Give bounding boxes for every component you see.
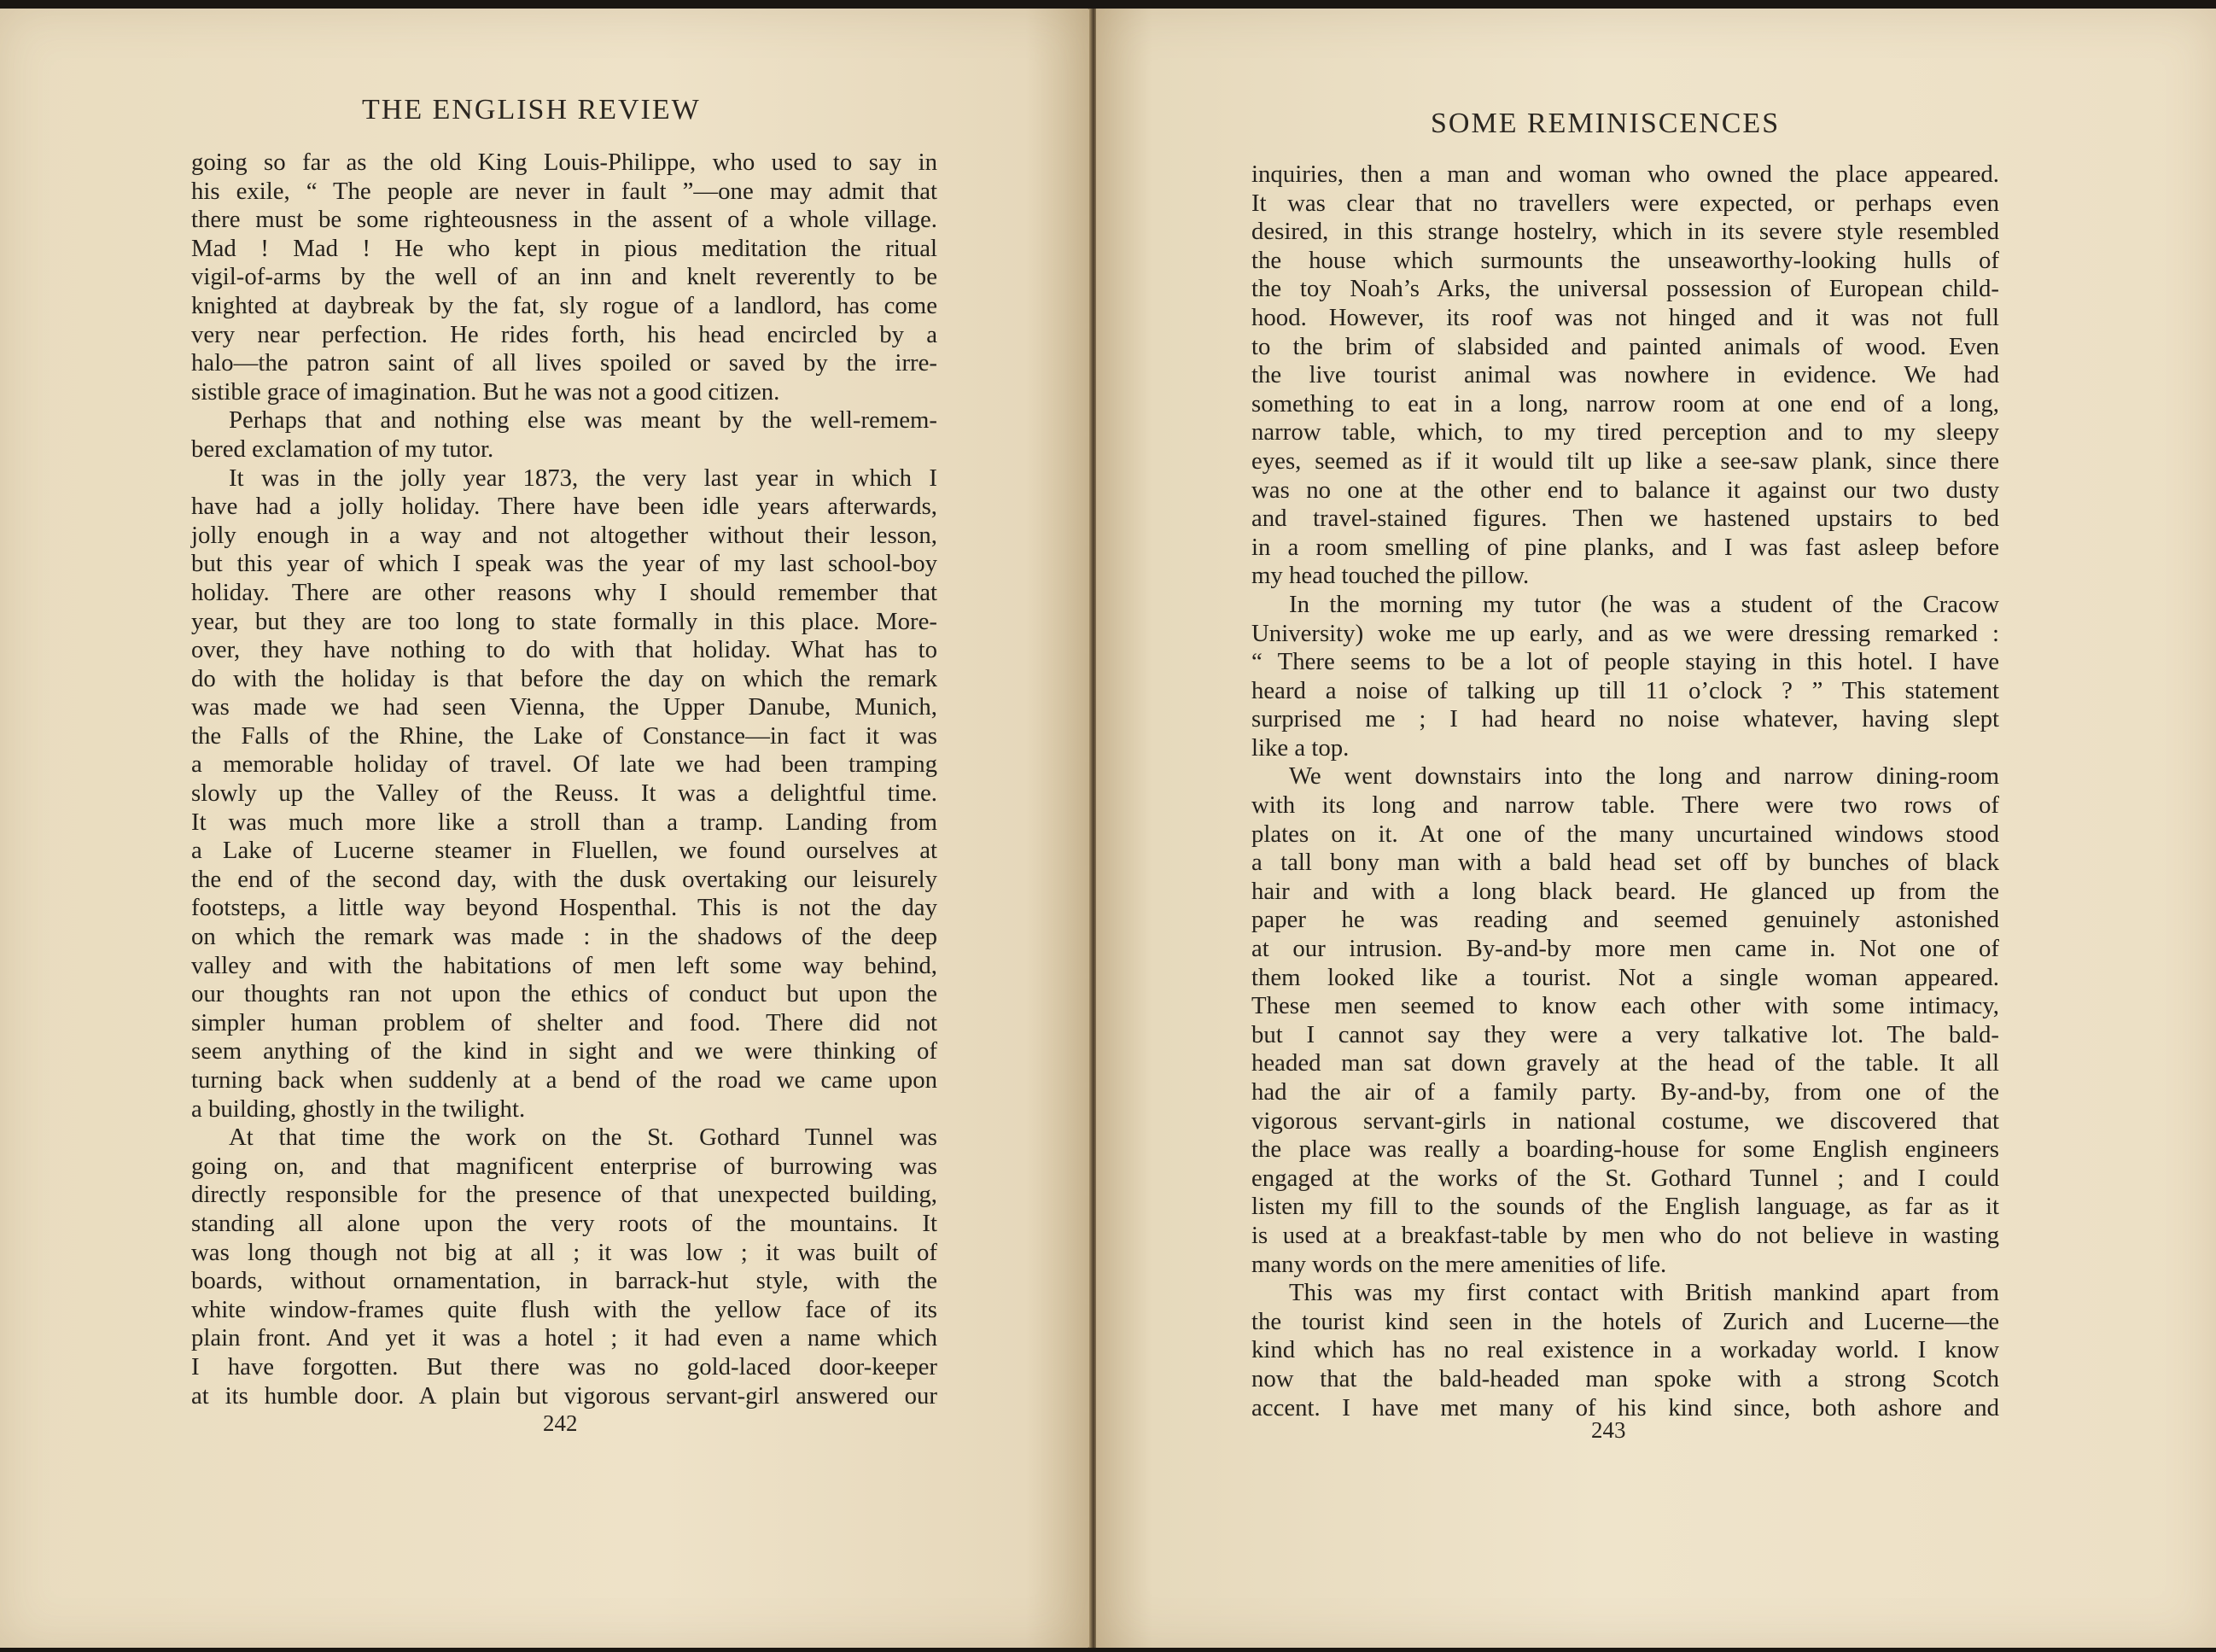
text-line: kind which has no real existence in a workaday world. I know — [1251, 1336, 1999, 1364]
text-line: was long though not big at all ; it was low ; it was built of — [191, 1238, 937, 1266]
text-line: a tall bony man with a bald head set off by bunches of black — [1251, 849, 1999, 877]
text-line: going on, and that magnificent enterprise of burrowing was — [191, 1152, 937, 1180]
text-line: something to eat in a long, narrow room at one end of a long, — [1251, 389, 1999, 417]
text-line: It was in the jolly year 1873, the very last year in which I — [229, 464, 937, 492]
left-page — [0, 9, 1091, 1648]
page-number-left: 242 — [543, 1410, 578, 1436]
text-line: listen my fill to the sounds of the English language, as far as it — [1251, 1193, 1999, 1221]
text-line: vigil-of-arms by the well of an inn and knelt reverently to be — [191, 263, 937, 291]
text-line: hood. However, its roof was not hinged and it was not full — [1251, 303, 1999, 331]
text-line: the house which surmounts the unseaworthy-looking hulls of — [1251, 246, 1999, 274]
text-line: engaged at the works of the St. Gothard Tunnel ; and I could — [1251, 1164, 1999, 1192]
text-line: do with the holiday is that before the day on which the remark — [191, 664, 937, 692]
text-line: footsteps, a little way beyond Hospenthal. This is not the day — [191, 894, 937, 922]
text-line: now that the bald-headed man spoke with a strong Scotch — [1251, 1364, 1999, 1392]
text-line: These men seemed to know each other with some intimacy, — [1251, 992, 1999, 1020]
text-line: a building, ghostly in the twilight. — [191, 1095, 526, 1123]
text-line: was made we had seen Vienna, the Upper Danube, Munich, — [191, 693, 937, 721]
text-line: many words on the mere amenities of life. — [1251, 1250, 1667, 1278]
running-head-left: THE ENGLISH REVIEW — [362, 94, 701, 126]
text-line: at its humble door. A plain but vigorous servant-girl answered our — [191, 1381, 937, 1410]
text-line: vigorous servant-girls in national costume, we discovered that — [1251, 1106, 1999, 1135]
text-line: It was much more like a stroll than a tramp. Landing from — [191, 808, 937, 836]
text-line: Mad ! Mad ! He who kept in pious meditation the ritual — [191, 234, 937, 262]
text-line: was no one at the other end to balance it against our two dusty — [1251, 476, 1999, 504]
text-line: the place was really a boarding-house for some English engineers — [1251, 1135, 1999, 1164]
text-line: the end of the second day, with the dusk overtaking our leisurely — [191, 865, 937, 893]
text-line: University) woke me up early, and as we were dressing remarked : — [1251, 619, 1999, 647]
text-line: paper he was reading and seemed genuinely astonished — [1251, 906, 1999, 934]
text-line: plates on it. At one of the many uncurtained windows stood — [1251, 820, 1999, 848]
text-line: At that time the work on the St. Gothard Tunnel was — [229, 1124, 937, 1152]
text-line: surprised me ; I had heard no noise whatever, having slept — [1251, 705, 1999, 733]
running-head-right: SOME REMINISCENCES — [1431, 108, 1781, 139]
text-line: on which the remark was made : in the shadows of the deep — [191, 923, 937, 951]
text-line: desired, in this strange hostelry, which in its severe style resembled — [1251, 218, 1999, 246]
text-line: In the morning my tutor (he was a student of the Cracow — [1289, 590, 1999, 618]
text-line: but this year of which I speak was the year of my last school-boy — [191, 550, 937, 578]
text-line: white window-frames quite flush with the yellow face of its — [191, 1295, 937, 1323]
text-line: a memorable holiday of travel. Of late we had been tramping — [191, 750, 937, 779]
text-line: is used at a breakfast-table by men who do not believe in wasting — [1251, 1221, 1999, 1249]
text-line: the live tourist animal was nowhere in evidence. We had — [1251, 361, 1999, 389]
text-line: my head touched the pillow. — [1251, 562, 1530, 590]
text-line: narrow table, which, to my tired perception and to my sleepy — [1251, 418, 1999, 447]
text-line: We went downstairs into the long and narrow dining-room — [1289, 762, 1999, 791]
text-line: going so far as the old King Louis-Philippe, who used to say in — [191, 149, 937, 176]
text-line: jolly enough in a way and not altogether without their lesson, — [191, 521, 937, 549]
text-line: like a top. — [1251, 733, 1350, 762]
text-line: halo—the patron saint of all lives spoiled or saved by the irre- — [191, 349, 937, 377]
text-line: our thoughts ran not upon the ethics of conduct but upon the — [191, 980, 937, 1008]
text-line: “ There seems to be a lot of people staying in this hotel. I have — [1251, 648, 1999, 676]
text-line: eyes, seemed as if it would tilt up like a see-saw plank, since there — [1251, 447, 1999, 475]
text-line: had the air of a family party. By-and-by, from one of the — [1251, 1078, 1999, 1106]
text-line: standing all alone upon the very roots of the mountains. It — [191, 1209, 937, 1237]
text-line: This was my first contact with British mankind apart from — [1289, 1279, 1999, 1307]
text-line: It was clear that no travellers were expected, or perhaps even — [1251, 189, 1999, 217]
text-line: a Lake of Lucerne steamer in Fluellen, we found ourselves at — [191, 837, 937, 865]
text-line: them looked like a tourist. Not a single woman appeared. — [1251, 963, 1999, 991]
text-line: I have forgotten. But there was no gold-laced door-keeper — [191, 1352, 937, 1381]
text-line: the toy Noah’s Arks, the universal possession of European child- — [1251, 275, 1999, 303]
text-line: hair and with a long black beard. He glanced up from the — [1251, 877, 1999, 905]
text-line: his exile, “ The people are never in fault ”—one may admit that — [191, 177, 937, 205]
text-line: at our intrusion. By-and-by more men came in. Not one of — [1251, 935, 1999, 963]
text-line: the Falls of the Rhine, the Lake of Constance—in fact it was — [191, 721, 937, 750]
right-page — [1096, 9, 2216, 1648]
text-line: there must be some righteousness in the assent of a whole village. — [191, 206, 937, 234]
text-line: headed man sat down gravely at the head of the table. It all — [1251, 1049, 1999, 1077]
left-page-text — [191, 149, 937, 1410]
text-line: but I cannot say they were a very talkative lot. The bald- — [1251, 1020, 1999, 1048]
text-line: holiday. There are other reasons why I should remember that — [191, 578, 937, 606]
text-line: in a room smelling of pine planks, and I was fast asleep before — [1251, 533, 1999, 561]
text-line: seem anything of the kind in sight and we were thinking of — [191, 1037, 937, 1065]
text-line: simpler human problem of shelter and food. There did not — [191, 1008, 937, 1036]
text-line: over, they have nothing to do with that holiday. What has to — [191, 636, 937, 664]
text-line: bered exclamation of my tutor. — [191, 435, 494, 463]
text-line: year, but they are too long to state formally in this place. More- — [191, 607, 937, 635]
text-line: the tourist kind seen in the hotels of Zurich and Lucerne—the — [1251, 1307, 1999, 1335]
text-line: slowly up the Valley of the Reuss. It was a delightful time. — [191, 779, 937, 808]
text-line: to the brim of slabsided and painted animals of wood. Even — [1251, 332, 1999, 360]
text-line: turning back when suddenly at a bend of the road we came upon — [191, 1066, 937, 1094]
text-line: knighted at daybreak by the fat, sly rogue of a landlord, has come — [191, 291, 937, 319]
text-line: Perhaps that and nothing else was meant by the well-remem- — [229, 406, 937, 435]
right-page-text — [1251, 161, 1999, 1422]
text-line: plain front. And yet it was a hotel ; it had even a name which — [191, 1324, 937, 1352]
page-number-right: 243 — [1591, 1417, 1626, 1443]
text-line: heard a noise of talking up till 11 o’clock ? ” This statement — [1251, 676, 1999, 704]
text-line: directly responsible for the presence of that unexpected building, — [191, 1181, 937, 1209]
text-line: inquiries, then a man and woman who owned the place appeared. — [1251, 161, 1999, 188]
text-line: accent. I have met many of his kind since, both ashore and — [1251, 1393, 1999, 1421]
text-line: sistible grace of imagination. But he was not a good citizen. — [191, 377, 780, 406]
text-line: valley and with the habitations of men left some way behind, — [191, 951, 937, 979]
text-line: with its long and narrow table. There were two rows of — [1251, 791, 1999, 820]
text-line: and travel-stained figures. Then we hastened upstairs to bed — [1251, 505, 1999, 533]
text-line: have had a jolly holiday. There have been idle years afterwards, — [191, 493, 937, 521]
text-line: boards, without ornamentation, in barrack-hut style, with the — [191, 1267, 937, 1295]
text-line: very near perfection. He rides forth, his head encircled by a — [191, 320, 937, 348]
